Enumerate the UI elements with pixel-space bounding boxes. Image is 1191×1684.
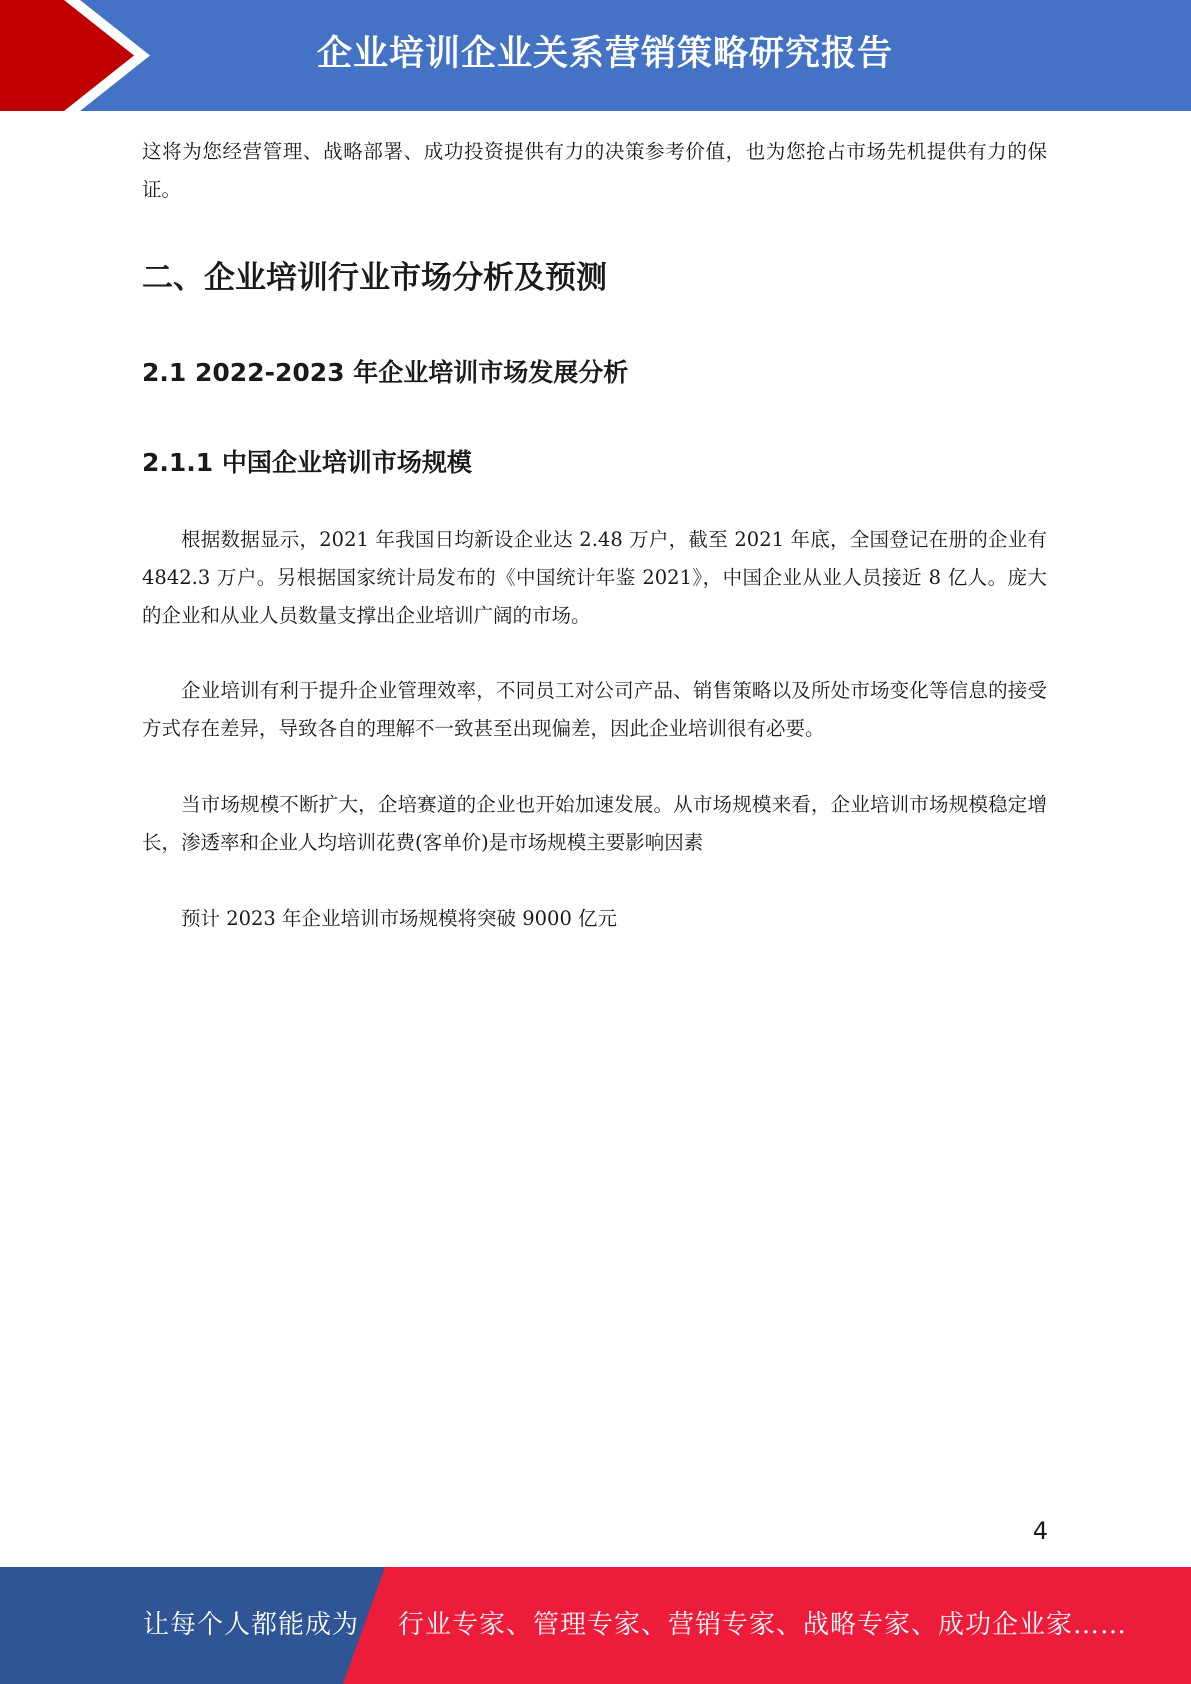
intro-paragraph: 这将为您经营管理、战略部署、成功投资提供有力的决策参考价值，也为您抢占市场先机提供有力的保证。 xyxy=(142,140,1047,201)
report-title: 企业培训企业关系营销策略研究报告 xyxy=(316,34,893,74)
subsection-heading: 2.1 2022-2023 年企业培训市场发展分析 xyxy=(142,358,629,387)
footer-slogan-right: 行业专家、管理专家、营销专家、战略专家、成功企业家…… xyxy=(398,1610,1128,1640)
footer-slogan-left: 让每个人都能成为 xyxy=(143,1610,360,1640)
subsubsection-heading: 2.1.1 中国企业培训市场规模 xyxy=(142,448,472,477)
footer-banner xyxy=(0,1567,1191,1684)
section-heading: 二、企业培训行业市场分析及预测 xyxy=(142,260,607,296)
body-paragraph: 企业培训有利于提升企业管理效率，不同员工对公司产品、销售策略以及所处市场变化等信息的接受方式存在差异，导致各自的理解不一致甚至出现偏差，因此企业培训很有必要。 xyxy=(142,679,1047,740)
header-chevron-icon xyxy=(0,0,160,111)
body-paragraph: 预计 2023 年企业培训市场规模将突破 9000 亿元 xyxy=(181,907,618,930)
body-paragraph: 根据数据显示，2021 年我国日均新设企业达 2.48 万户，截至 2021 年底，全国登记在册的企业有 4842.3 万户。另根据国家统计局发布的《中国统计年鉴 2021》，中国企业从业人员接近 8 亿人。庞大的企业和从业人员数量支撑出企业培训广阔的市场。 xyxy=(142,528,1047,627)
body-paragraph: 当市场规模不断扩大，企培赛道的企业也开始加速发展。从市场规模来看，企业培训市场规模稳定增长，渗透率和企业人均培训花费(客单价)是市场规模主要影响因素 xyxy=(142,793,1047,854)
page-number: 4 xyxy=(1032,1517,1048,1545)
page-content xyxy=(142,133,1047,209)
header-banner xyxy=(0,0,1191,111)
